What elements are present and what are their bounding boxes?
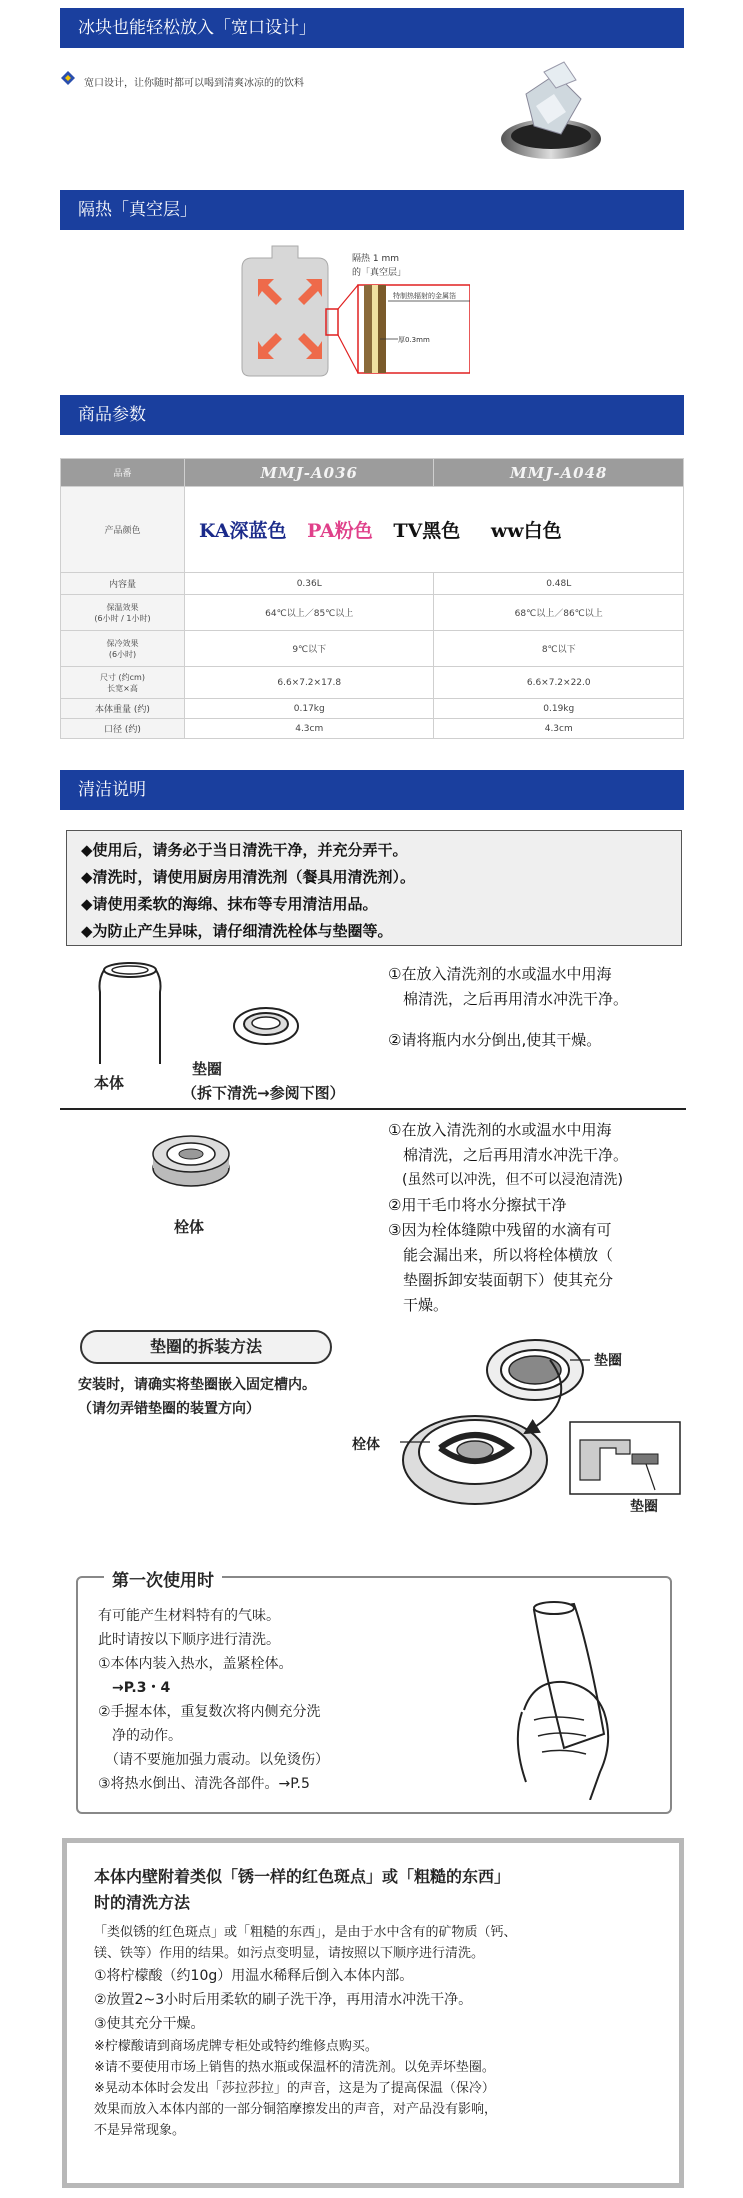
ice-in-cup-image: [496, 54, 606, 169]
vacuum-label-foil: 特制热辐射的金属箔: [393, 292, 456, 300]
first-use-title: 第一次使用时: [104, 1566, 222, 1591]
spec-model-2: MMJ-A048: [434, 459, 684, 487]
stopper-label: 栓体: [174, 1218, 205, 1236]
spec-color-values: [185, 487, 684, 573]
cleaning-note: ◆清洗时，请使用厨房用清洗剂（餐具用清洗剂）。: [81, 868, 416, 886]
rust-line: 「类似锈的红色斑点」或「粗糙的东西」，是由于水中含有的矿物质（钙、: [94, 1925, 517, 1940]
rust-line: ※晃动本体时会发出「莎拉莎拉」的声音，这是为了提高保温（保冷）: [94, 2081, 495, 2096]
first-use-line: 有可能产生材料特有的气味。: [98, 1608, 280, 1624]
spec-cell: 6.6×7.2×22.0: [434, 667, 684, 699]
hand-holding-bottle-icon: [494, 1600, 644, 1800]
body-step: ②请将瓶内水分倒出,使其干燥。: [388, 1031, 602, 1049]
spec-table: [60, 458, 684, 739]
section-title-vacuum: 隔热「真空层」: [60, 190, 684, 230]
spec-row-weight: [61, 699, 684, 719]
color-ww: ww白色: [490, 520, 562, 542]
diamond-bullet-icon: [60, 70, 76, 86]
first-use-line: ①本体内装入热水，盖紧栓体。: [98, 1656, 293, 1672]
spec-row-label: 内容量: [61, 573, 185, 595]
spec-cell: 4.3cm: [185, 719, 434, 739]
spec-cell: 9℃以下: [185, 631, 434, 667]
gasket-icon: [230, 1002, 302, 1048]
rust-line: ①将柠檬酸（约10g）用温水稀释后倒入本体内部。: [94, 1968, 414, 1984]
gasket-method-title: 垫圈的拆装方法: [80, 1330, 332, 1364]
body-label: 本体: [94, 1074, 125, 1092]
bottle-body-icon: [80, 960, 180, 1070]
spec-row-label: 本体重量 (约): [61, 699, 185, 719]
spec-cell: 4.3cm: [434, 719, 684, 739]
rust-line: ③使其充分干燥。: [94, 2016, 205, 2032]
stopper-step: ②用干毛巾将水分擦拭干净: [388, 1196, 567, 1214]
gasket-method-line1: 安装时，请确实将垫圈嵌入固定槽内。: [78, 1377, 316, 1393]
gasket-diagram-label-2: 垫圈: [630, 1499, 658, 1515]
spec-header-row: [61, 459, 684, 487]
rust-line: 不是异常现象。: [94, 2123, 186, 2138]
gasket-method-line2: （请勿弄错垫圈的装置方向）: [78, 1401, 260, 1417]
spec-row-label: 口径 (约): [61, 719, 185, 739]
stopper-step: ①在放入清洗剂的水或温水中用海: [388, 1121, 612, 1139]
cleaning-note: ◆为防止产生异味，请仔细清洗栓体与垫圈等。: [81, 922, 393, 940]
spec-cell: 64℃以上／85℃以上: [185, 595, 434, 631]
spec-model-1: MMJ-A036: [185, 459, 434, 487]
first-use-line: →P.3・4: [98, 1680, 171, 1696]
section-title-params: 商品参数: [60, 395, 684, 435]
stopper-icon: [150, 1128, 232, 1190]
stopper-step: (虽然可以冲洗，但不可以浸泡清洗): [388, 1172, 623, 1188]
first-use-line: ③将热水倒出、清洗各部件。→P.5: [98, 1776, 310, 1792]
rust-title-1: 本体内壁附着类似「锈一样的红色斑点」或「粗糙的东西」: [94, 1867, 511, 1886]
vacuum-label-thickness: 厚0.3mm: [398, 336, 430, 344]
stopper-step: 干燥。: [388, 1296, 449, 1314]
gasket-diagram-label: 垫圈: [594, 1353, 622, 1369]
vacuum-label-1mm: 隔热 1 mm: [352, 254, 399, 264]
stopper-steps: [388, 1118, 698, 1318]
first-use-line: 此时请按以下顺序进行清洗。: [98, 1632, 280, 1648]
spec-row-cold: [61, 631, 684, 667]
cleaning-notes-box: [66, 830, 682, 946]
rust-line: 镁、铁等）作用的结果。如污点变明显，请按照以下顺序进行清洗。: [94, 1946, 485, 1961]
color-pa: PA粉色: [307, 520, 373, 542]
color-tv: TV黑色: [393, 520, 461, 542]
spec-row-label: 保冷效果 (6小时): [61, 631, 185, 667]
stopper-step: ③因为栓体缝隙中残留的水滴有可: [388, 1221, 612, 1239]
spec-row-size: [61, 667, 684, 699]
body-step: ①在放入清洗剂的水或温水中用海: [388, 965, 612, 983]
spec-color-label: 产品颜色: [61, 487, 185, 573]
first-use-line: 净的动作。: [98, 1728, 182, 1744]
spec-cell: 0.48L: [434, 573, 684, 595]
gasket-note: （拆下清洗→参阅下图）: [182, 1084, 345, 1102]
body-steps: [388, 962, 688, 1053]
section-divider: [60, 1108, 686, 1110]
first-use-lines: [98, 1604, 458, 1796]
spec-row-label: 保温效果 (6小时 / 1小时): [61, 595, 185, 631]
spec-cell: 68℃以上／86℃以上: [434, 595, 684, 631]
body-step: 棉清洗，之后再用清水冲洗干净。: [388, 990, 629, 1008]
rust-line: ※柠檬酸请到商场虎牌专柜处或特约维修点购买。: [94, 2039, 378, 2054]
spec-cell: 0.19kg: [434, 699, 684, 719]
body-step: [388, 1012, 688, 1028]
wide-mouth-description: 宽口设计，让你随时都可以喝到清爽冰凉的的饮料: [84, 78, 304, 89]
spec-row-diameter: [61, 719, 684, 739]
spec-row-label: 尺寸 (约cm) 长宽×高: [61, 667, 185, 699]
section-title-wide-mouth: 冰块也能轻松放入「宽口设计」: [60, 8, 684, 48]
rust-line: ※请不要使用市场上销售的热水瓶或保温杯的清洗剂。以免弄坏垫圈。: [94, 2060, 495, 2075]
stopper-step: 垫圈拆卸安装面朝下）使其充分: [388, 1271, 614, 1289]
spec-cell: 0.17kg: [185, 699, 434, 719]
gasket-label: 垫圈: [192, 1060, 223, 1078]
rust-line: ②放置2~3小时后用柔软的刷子洗干净，再用清水冲洗干净。: [94, 1992, 473, 2008]
spec-cell: 0.36L: [185, 573, 434, 595]
spec-header-label: 品番: [61, 459, 185, 487]
first-use-line: ②手握本体，重复数次将内侧充分洗: [98, 1704, 321, 1720]
rust-line: 效果而放入本体内部的一部分铜箔摩擦发出的声音，对产品没有影响，: [94, 2102, 498, 2117]
rust-lines: [94, 1922, 674, 2141]
section-title-cleaning: 清洁说明: [60, 770, 684, 810]
rust-title-2: 时的清洗方法: [94, 1893, 191, 1912]
first-use-line: （请不要施加强力震动。以免烫伤）: [98, 1752, 329, 1768]
spec-cell: 6.6×7.2×17.8: [185, 667, 434, 699]
spec-color-row: [61, 487, 684, 573]
spec-row-capacity: [61, 573, 684, 595]
vacuum-label-layer: 的「真空层」: [352, 268, 407, 278]
cleaning-note: ◆使用后，请务必于当日清洗干净，并充分弄干。: [81, 841, 408, 859]
vacuum-layer-diagram: [230, 243, 470, 381]
spec-row-heat: [61, 595, 684, 631]
spec-cell: 8℃以下: [434, 631, 684, 667]
stopper-step: 能会漏出来，所以将栓体横放（: [388, 1246, 614, 1264]
cleaning-note: ◆请使用柔软的海绵、抹布等专用清洁用品。: [81, 895, 378, 913]
stopper-step: 棉清洗，之后再用清水冲洗干净。: [388, 1146, 629, 1164]
color-ka: KA深蓝色: [199, 520, 287, 542]
stopper-diagram-label: 栓体: [352, 1437, 380, 1453]
